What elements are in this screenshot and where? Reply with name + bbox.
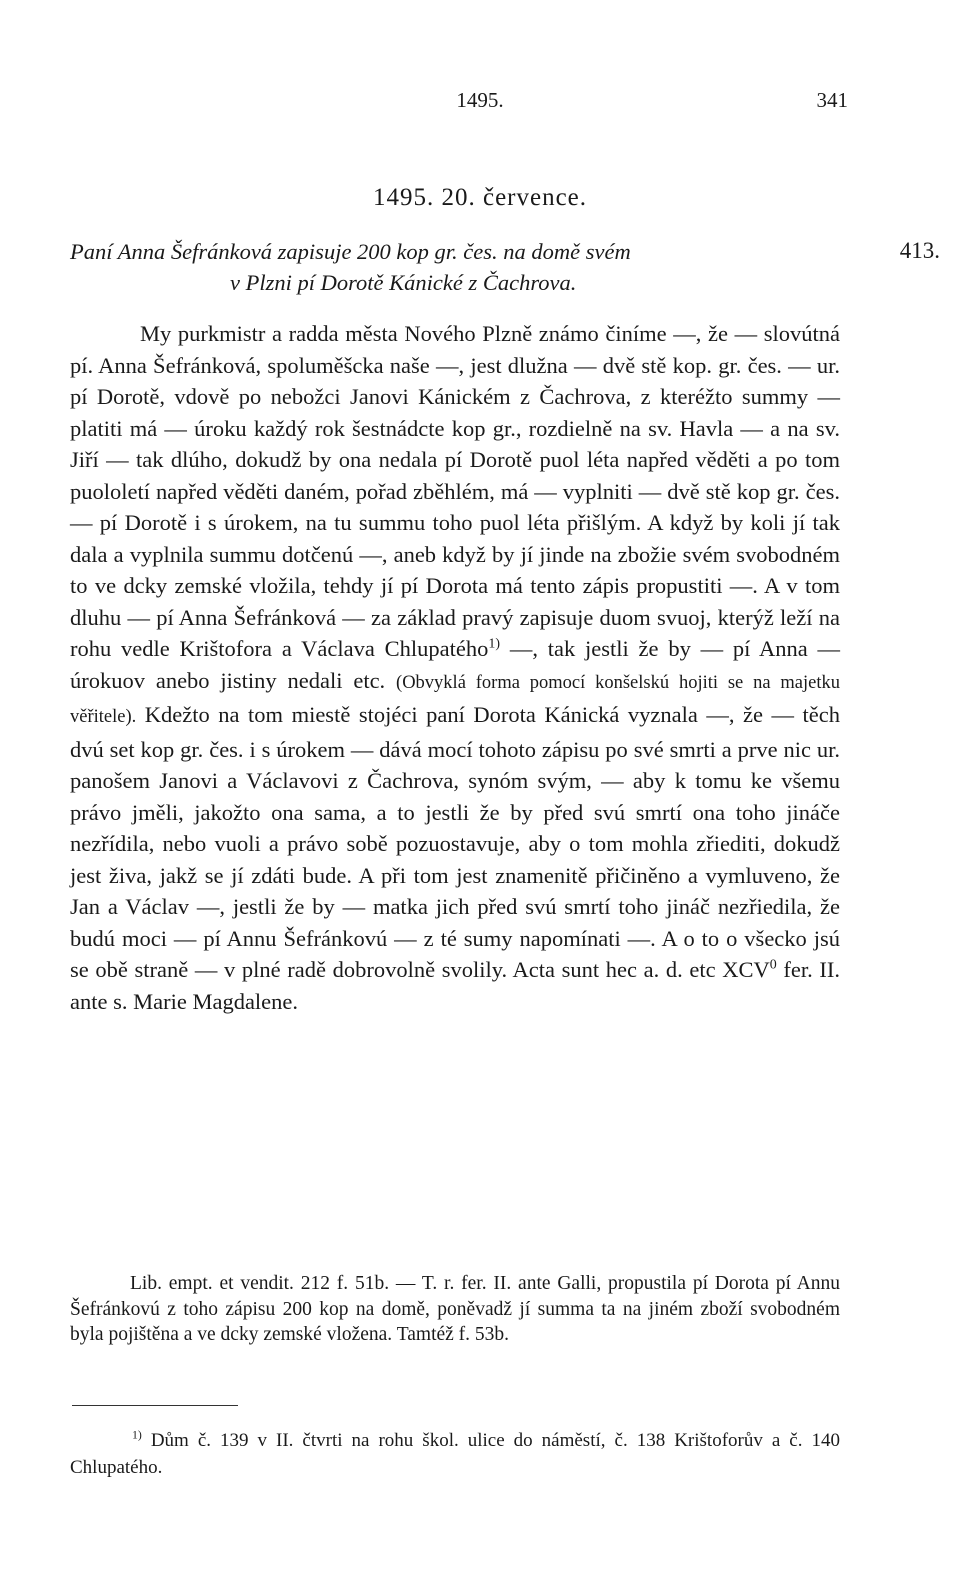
footnote-text: Dům č. 139 v II. čtvrti na rohu škol. ulice do náměstí, č. 138 Krištoforův a č. 140 Chlupatého. (70, 1430, 840, 1478)
source-note-text: Lib. empt. et vendit. 212 f. 51b. — T. r. fer. II. ante Galli, propustila pí Dorota pí Annu Šefránkovú z toho zápisu 200 kop na domě, poněvadž jí summa ta na jiném zboží svobodném byla pojištěna a ve dcky zemské vložena. Tamtéž f. 53b. (70, 1273, 840, 1345)
charter-text-part-4: fer. II. ante s. Marie Magdalene. (70, 957, 840, 1014)
charter-paragraph (70, 318, 840, 1017)
page-number: 341 (816, 88, 848, 112)
footnote-marker: 1) (132, 1428, 142, 1442)
editorial-aside: (Obvyklá forma pomocí konšelskú hojiti se na majetku věřitele). (70, 672, 840, 727)
charter-text (70, 318, 840, 1017)
entry-date-heading: 1495. 20. července. (372, 184, 588, 211)
superscript-zero: 0 (769, 957, 777, 973)
source-note (70, 1271, 840, 1348)
charter-text-part-3: Kdežto na tom miestě stojéci paní Dorota Kánická vyznala —, že — těch dvú set kop gr. čes. i s úrokem — dává mocí tohoto zápisu po své smrti a prve nic ur. panošem Janovi a Václavovi z Čachrova, synóm svým, — aby k tomu ke všemu právo jměli, jakožto ona sama, a to jestli že by před svú smrtí ona toho jináče nezřídila, nebo vuoli a právo sobě pozuostavuje, aby o tom mohla zřiediti, dokudž jest živa, jakž se jí zdáti bude. A při tom jest znamenitě přičiněno a vymluveno, že Jan a Václav —, jestli že by — matka jich před svú smrtí toho jináč nezřiedila, že budú moci — pí Annu Šefránkovú — z té sumy napomínati —. A o to o všecko jsú se obě straně — v plné radě dobrovolně svolily. Acta sunt hec a. d. etc XCV (70, 702, 840, 982)
footnote-reference: 1) (488, 636, 501, 652)
footnote-paragraph (70, 1427, 840, 1481)
charter-text-part-2: —, tak jestli že by — pí Anna — úrokuov anebo jistiny nedali etc. (70, 636, 840, 693)
running-header-year: 1495. (456, 88, 504, 112)
regest-line-2: v Plzni pí Dorotě Kánické z Čachrova. (230, 270, 577, 295)
entry-number: 413. (899, 238, 940, 263)
regest-line-1: Paní Anna Šefránková zapisuje 200 kop gr. čes. na domě svém (70, 239, 631, 264)
entry-regest (70, 236, 840, 298)
charter-text-part-1: My purkmistr a radda města Nového Plzně známo činíme —, že — slovútná pí. Anna Šefránková, spoluměšcka naše —, jest dlužna — dvě stě kop. gr. čes. — ur. pí Dorotě, vdově po nebožci Janovi Kánickém z Čachrova, z kteréžto summy — platiti má — úroku každý rok šestnádcte kop gr., rozdielně na sv. Havla — a na sv. Jiří — tak dlúho, dokudž by ona nedala pí Dorotě puol léta napřed věděti a po tom puololetí napřed věděti daném, pořad zběhlém, má — vyplniti — dvě stě kop gr. čes. — pí Dorotě i s úrokem, na tu summu toho puol léta přišlým. A když by koli jí tak dala a vyplnila summu dotčenú —, aneb když by jí jinde na zbožie svém svobodném to ve dcky zemské vložila, tehdy jí pí Dorota má tento zápis propustiti —. A v tom dluhu — pí Anna Šefránková — za základ pravý zapisuje duom svuoj, kterýž leží na rohu vedle Krištofora a Václava Chlupatého (70, 321, 840, 661)
footnote-divider (72, 1405, 238, 1406)
footnote (70, 1427, 840, 1481)
